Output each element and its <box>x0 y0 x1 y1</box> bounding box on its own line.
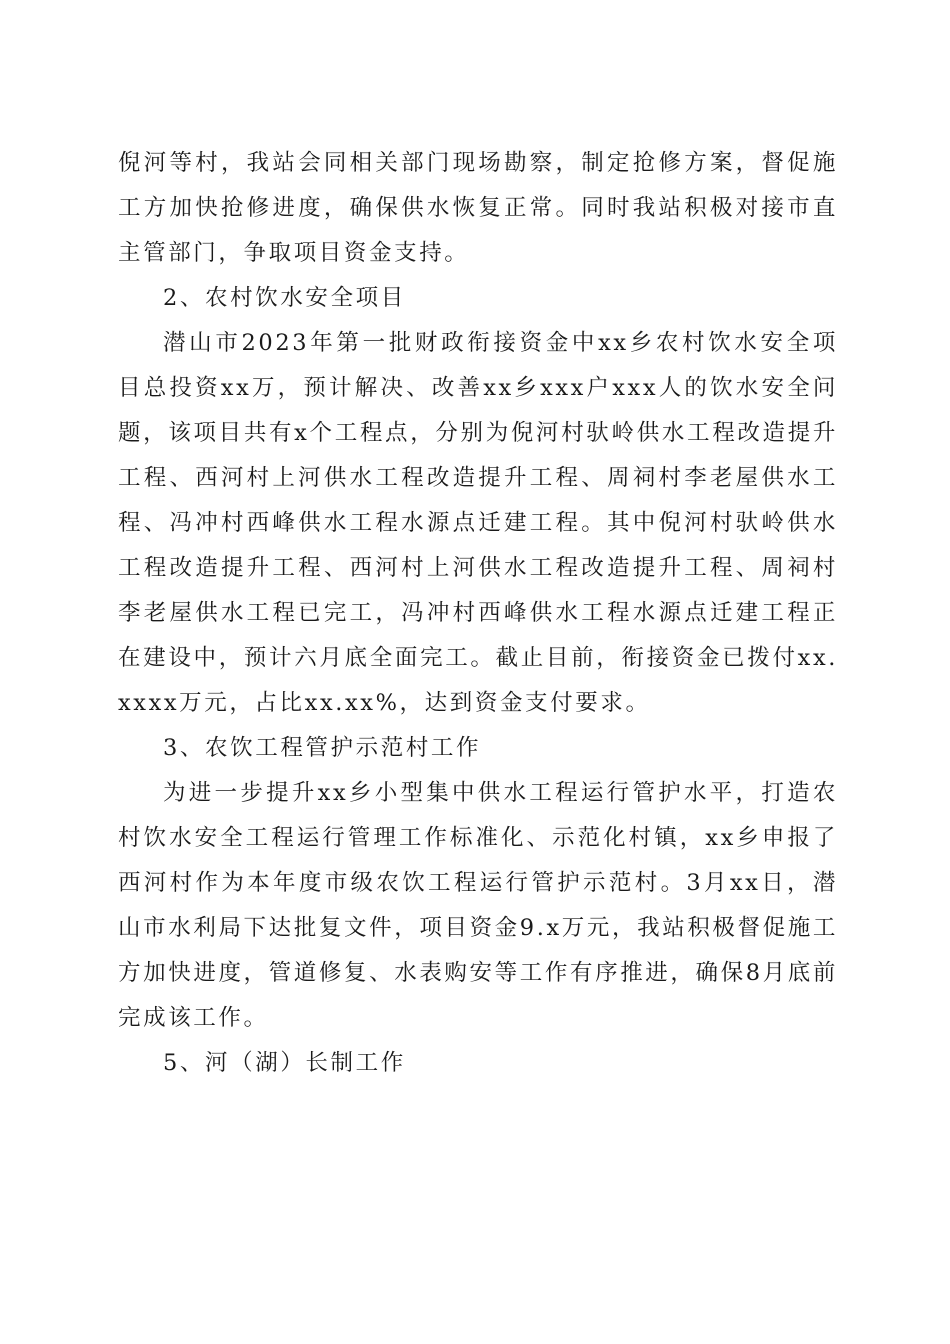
section-heading-3: 3、农饮工程管护示范村工作 <box>163 735 482 761</box>
paragraph-demo-village: 为进一步提升xx乡小型集中供水工程运行管护水平，打造农村饮水安全工程运行管理工作标准化、示范化村镇，xx乡申报了西河村作为本年度市级农饮工程运行管护示范村。3月xx日，潜山市水利局下达批复文件，项目资金9.x万元，我站积极督促施工方加快进度，管道修复、水表购安等工作有序推进，确保8月底前完成该工作。 <box>118 780 838 1031</box>
paragraph-continuation: 倪河等村，我站会同相关部门现场勘察，制定抢修方案，督促施工方加快抢修进度，确保供水恢复正常。同时我站积极对接市直主管部门，争取项目资金支持。 <box>118 150 838 266</box>
section-heading-2: 2、农村饮水安全项目 <box>163 285 406 311</box>
document-body <box>118 141 838 1086</box>
section-heading-5: 5、河（湖）长制工作 <box>163 1050 406 1076</box>
paragraph-drinking-water-project: 潜山市2023年第一批财政衔接资金中xx乡农村饮水安全项目总投资xx万，预计解决、改善xx乡xxx户xxx人的饮水安全问题，该项目共有x个工程点，分别为倪河村驮岭供水工程改造提升工程、西河村上河供水工程改造提升工程、周祠村李老屋供水工程、冯冲村西峰供水工程水源点迁建工程。其中倪河村驮岭供水工程改造提升工程、西河村上河供水工程改造提升工程、周祠村李老屋供水工程已完工，冯冲村西峰供水工程水源点迁建工程正在建设中，预计六月底全面完工。截止目前，衔接资金已拨付xx.xxxx万元，占比xx.xx%，达到资金支付要求。 <box>118 330 838 716</box>
